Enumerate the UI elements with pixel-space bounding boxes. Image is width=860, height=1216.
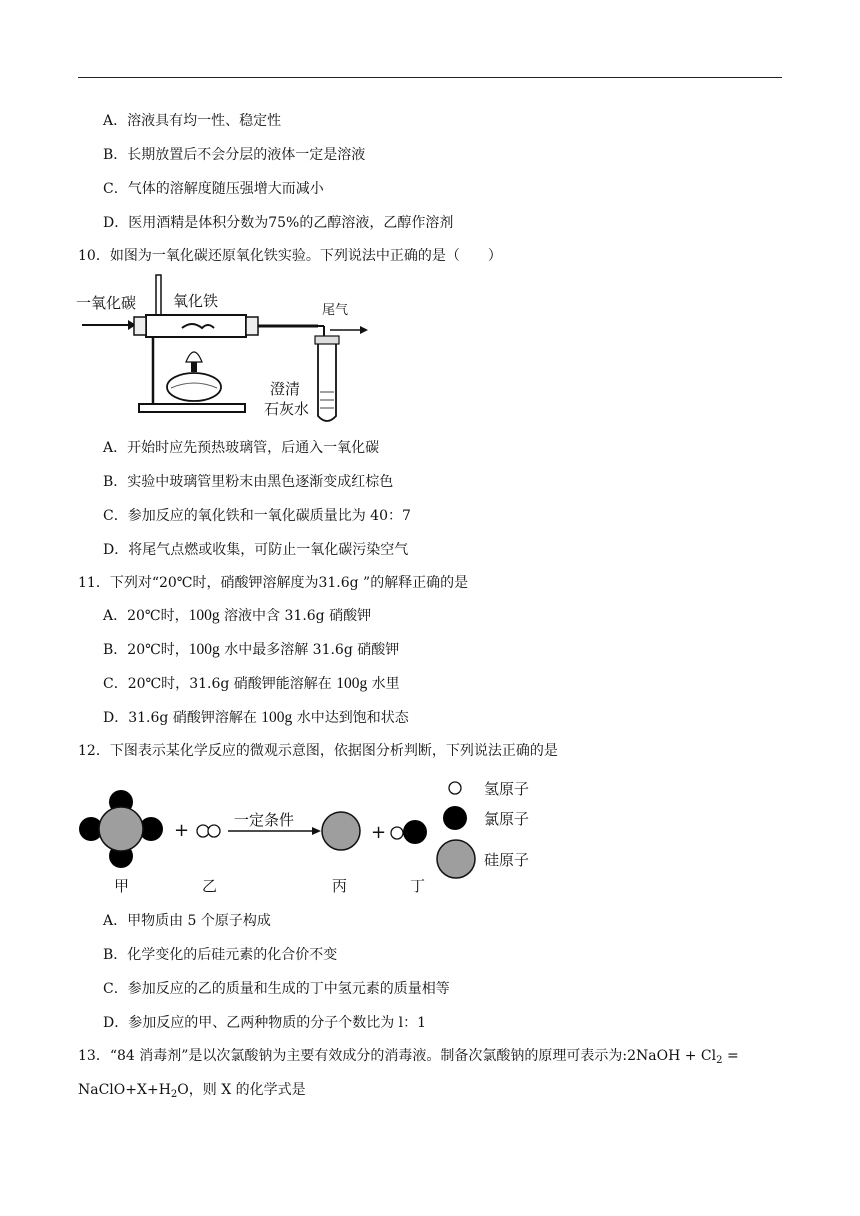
- label-ding: 丁: [410, 877, 426, 895]
- q9-option-b: B．长期放置后不会分层的液体一定是溶液: [103, 147, 366, 163]
- legend-chlorine-icon: [443, 806, 467, 830]
- legend-silicon-label: 硅原子: [484, 851, 530, 869]
- q12-option-b: B．化学变化的后硅元素的化合价不变: [103, 947, 338, 963]
- q11-option-b: B．20℃时，100g 水中最多溶解 31.6g 硝酸钾: [103, 641, 400, 658]
- legend-hydrogen-icon: [449, 782, 461, 794]
- q12-option-a: A．甲物质由 5 个原子构成: [103, 913, 271, 929]
- iron-oxide-label: 氧化铁: [173, 292, 219, 310]
- q9-option-c: C．气体的溶解度随压强增大而减小: [103, 181, 324, 197]
- q9-option-a: A．溶液具有均一性、稳定性: [103, 113, 282, 129]
- reaction-micro-diagram: [76, 770, 546, 900]
- stand-base: [139, 404, 245, 412]
- molecule-bing: [322, 812, 360, 850]
- test-tube: [318, 340, 336, 421]
- molecule-yi: [197, 825, 220, 837]
- molecule-jia: [79, 790, 163, 868]
- right-stopper: [246, 317, 258, 335]
- label-bing: 丙: [332, 877, 348, 895]
- limewater-label-1: 澄清: [270, 380, 301, 398]
- flame: [186, 352, 202, 362]
- q10-option-a: A．开始时应先预热玻璃管，后通入一氧化碳: [103, 440, 380, 456]
- legend-chlorine-label: 氯原子: [484, 810, 530, 828]
- left-stopper: [134, 317, 146, 335]
- limewater-label-2: 石灰水: [264, 400, 310, 418]
- glass-tube: [146, 315, 246, 337]
- q11-option-a: A．20℃时，100g 溶液中含 31.6g 硝酸钾: [103, 607, 372, 624]
- header-rule: [78, 77, 782, 78]
- lamp-wick: [191, 362, 197, 372]
- condition-label: 一定条件: [234, 811, 295, 829]
- q10-stem: 10．如图为一氧化碳还原氧化铁实验。下列说法中正确的是（ ）: [78, 248, 502, 264]
- alcohol-lamp: [167, 373, 221, 401]
- label-jia: 甲: [114, 877, 130, 895]
- q13-stem-line2: $NaClO+X+H_2O$，则 X 的化学式是: [78, 1082, 306, 1100]
- co-reduction-apparatus-figure: [74, 270, 374, 430]
- co-label: 一氧化碳: [76, 294, 137, 312]
- q12-option-d: D．参加反应的甲、乙两种物质的分子个数比为 l：1: [103, 1015, 427, 1031]
- silicon-atom: [99, 807, 143, 851]
- molecule-ding: [391, 820, 427, 844]
- hydrogen-atom: [208, 825, 220, 837]
- q10-option-b: B．实验中玻璃管里粉末由黑色逐渐变成红棕色: [103, 474, 394, 490]
- q11-stem: 11．下列对“20℃时，硝酸钾溶解度为31.6g ”的解释正确的是: [78, 575, 469, 591]
- q10-option-c: C．参加反应的氧化铁和一氧化碳质量比为 40：7: [103, 508, 411, 524]
- q11-option-d: D．31.6g 硝酸钾溶解在 100g 水中达到饱和状态: [103, 709, 409, 726]
- hydrogen-atom: [391, 827, 403, 839]
- legend-hydrogen-label: 氢原子: [484, 780, 530, 798]
- plus-sign-1: +: [174, 820, 190, 841]
- q11-option-c: C．20℃时，31.6g 硝酸钾能溶解在 100g 水里: [103, 675, 400, 692]
- tail-gas-label: 尾气: [322, 303, 349, 318]
- hydrogen-atom: [197, 825, 209, 837]
- q13-stem-line1: 13．“84 消毒剂”是以次氯酸钠为主要有效成分的消毒液。制备次氯酸钠的原理可表示为:2NaOH + $Cl_2$ =: [78, 1048, 739, 1066]
- label-yi: 乙: [202, 877, 218, 895]
- q12-stem: 12．下图表示某化学反应的微观示意图，依据图分析判断，下列说法正确的是: [78, 743, 558, 759]
- plus-sign-2: +: [371, 822, 387, 843]
- q12-option-c: C．参加反应的乙的质量和生成的丁中氢元素的质量相等: [103, 981, 450, 997]
- chlorine-atom: [403, 820, 427, 844]
- legend-silicon-icon: [437, 840, 475, 878]
- q9-option-d: D．医用酒精是体积分数为75%的乙醇溶液，乙醇作溶剂: [103, 215, 454, 231]
- q10-option-d: D．将尾气点燃或收集，可防止一氧化碳污染空气: [103, 542, 409, 558]
